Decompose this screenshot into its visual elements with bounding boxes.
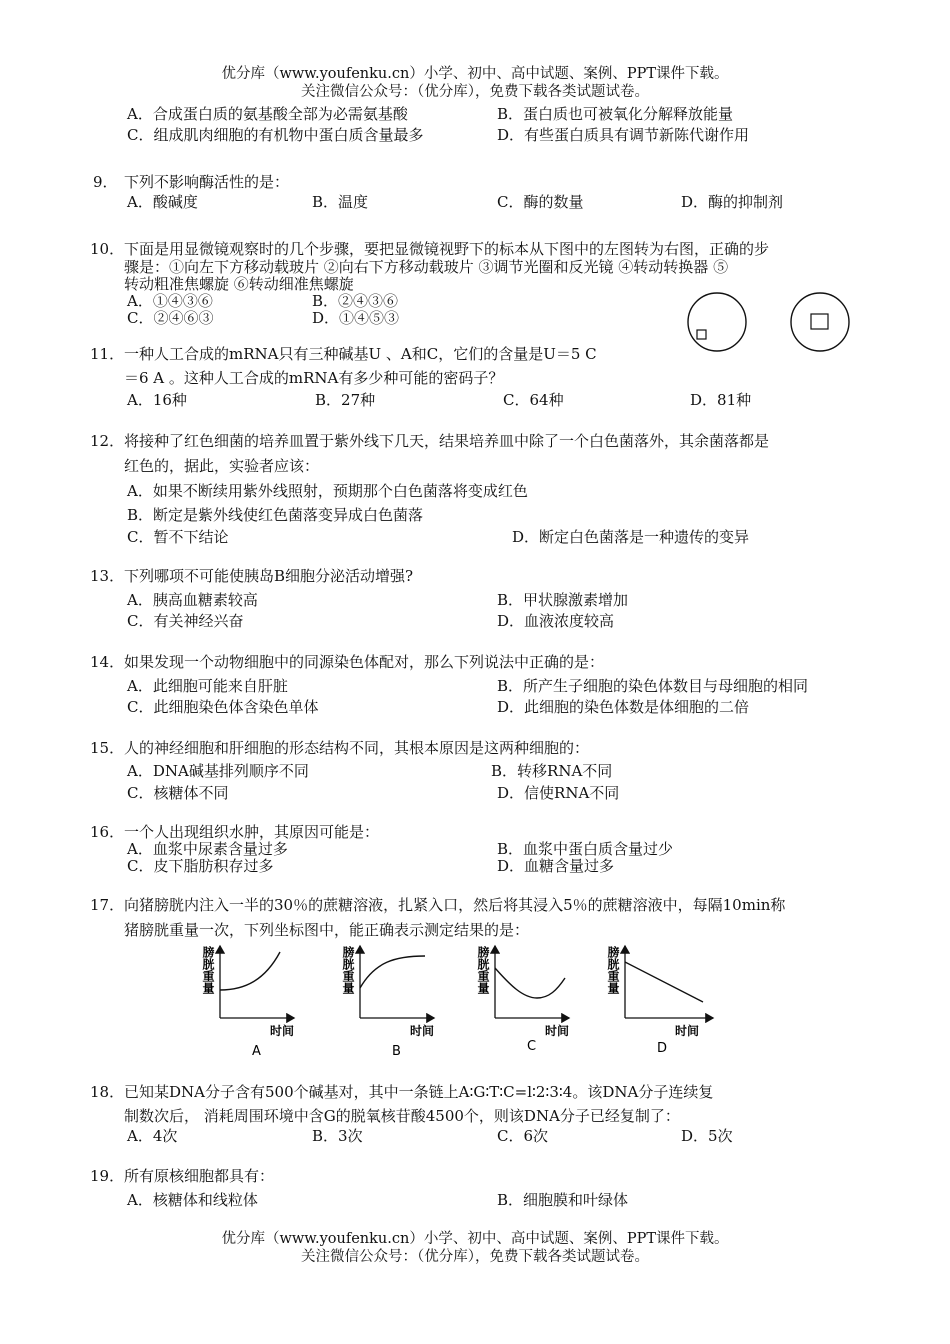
graph-b-ylabel: 膀胱重量 [341, 946, 355, 994]
q16-option-b: B．血浆中蛋白质含量过少 [497, 840, 674, 858]
q16-option-d: D．血糖含量过多 [497, 857, 615, 875]
footer-line-1: 优分库（www.youfenku.cn）小学、初中、高中试题、案例、PPT课件下载。 [221, 1231, 729, 1247]
q11-option-d: D．81种 [690, 391, 752, 409]
q13-stem: 下列哪项不可能使胰岛B细胞分泌活动增强? [124, 567, 414, 585]
q13-option-c: C．有关神经兴奋 [127, 612, 244, 630]
footer-line-2: 关注微信公众号：（优分库），免费下载各类试题试卷。 [301, 1249, 649, 1265]
q17-graphs [190, 940, 730, 1060]
graph-d [606, 945, 713, 1056]
q19-option-b: B．细胞膜和叶绿体 [497, 1191, 629, 1209]
q11-option-c: C．64种 [503, 391, 564, 409]
q18-line-1: 已知某DNA分子含有500个碱基对，其中一条链上A∶G∶T∶C=l∶2∶3∶4。该DNA分子连续复 [124, 1083, 714, 1101]
left-view-specimen [697, 330, 706, 339]
graph-a [201, 945, 294, 1059]
q13-option-d: D．血液浓度较高 [497, 612, 615, 630]
graph-a-curve [220, 952, 280, 990]
graph-d-line [625, 962, 703, 1002]
q12-line-2: 红色的，据此，实验者应该： [124, 457, 320, 475]
q15-stem: 人的神经细胞和肝细胞的形态结构不同，其根本原因是这两种细胞的： [124, 739, 590, 757]
q15-option-d: D．信使RNA不同 [497, 784, 620, 802]
graph-c-label: C [527, 1039, 537, 1054]
q14-option-a: A．此细胞可能来自肝脏 [127, 677, 288, 695]
q19-number: 19． [90, 1167, 125, 1185]
q13-number: 13． [90, 567, 125, 585]
q11-line-1: 一种人工合成的mRNA只有三种碱基U 、A和C，它们的含量是U＝5 C [124, 345, 597, 363]
q10-option-d: D．①④⑤③ [312, 309, 400, 327]
q12-option-b: B．断定是紫外线使红色菌落变异成白色菌落 [127, 506, 424, 524]
q19-stem: 所有原核细胞都具有： [124, 1167, 275, 1185]
q16-option-c: C．皮下脂肪积存过多 [127, 857, 274, 875]
q11-option-a: A．16种 [127, 391, 187, 409]
q17-line-1: 向猪膀胱内注入一半的30％的蔗糖溶液，扎紧入口，然后将其浸入5％的蔗糖溶液中，每隔10min称 [124, 896, 786, 914]
q13-option-a: A．胰高血糖素较高 [127, 591, 258, 609]
left-view-circle [688, 293, 746, 351]
q14-number: 14． [90, 653, 125, 671]
right-view-circle [791, 293, 849, 351]
q17-line-2: 猪膀胱重量一次，下列坐标图中，能正确表示测定结果的是： [124, 921, 530, 939]
graph-c-xlabel: 时间 [545, 1024, 570, 1038]
q17-number: 17． [90, 896, 125, 914]
q8-option-d: D．有些蛋白质具有调节新陈代谢作用 [497, 126, 750, 144]
q18-option-c: C．6次 [497, 1127, 549, 1145]
q14-stem: 如果发现一个动物细胞中的同源染色体配对，那么下列说法中正确的是： [124, 653, 605, 671]
q12-line-1: 将接种了红色细菌的培养皿置于紫外线下几天，结果培养皿中除了一个白色菌落外，其余菌落都是 [124, 432, 770, 450]
right-view-specimen [811, 314, 828, 329]
q14-option-c: C．此细胞染色体含染色单体 [127, 698, 319, 716]
q15-option-b: B．转移RNA不同 [491, 762, 613, 780]
q9-stem: 下列不影响酶活性的是： [124, 173, 290, 191]
graph-d-ylabel: 膀胱重量 [606, 946, 620, 994]
q13-option-b: B．甲状腺激素增加 [497, 591, 629, 609]
q11-number: 11． [90, 345, 125, 363]
q8-option-b: B．蛋白质也可被氧化分解释放能量 [497, 105, 734, 123]
q18-option-d: D．5次 [681, 1127, 733, 1145]
graph-a-xlabel: 时间 [270, 1024, 295, 1038]
q15-option-a: A．DNA碱基排列顺序不同 [127, 762, 309, 780]
graph-c-ylabel: 膀胱重量 [476, 946, 490, 994]
q12-option-d: D．断定白色菌落是一种遗传的变异 [512, 528, 750, 546]
q16-stem: 一个人出现组织水肿，其原因可能是： [124, 823, 380, 841]
q12-option-c: C．暂不下结论 [127, 528, 229, 546]
graph-b-xlabel: 时间 [410, 1024, 435, 1038]
q12-option-a: A．如果不断续用紫外线照射，预期那个白色菌落将变成红色 [127, 482, 528, 500]
q18-line-2: 制数次后， 消耗周围环境中含G的脱氧核苷酸4500个，则该DNA分子已经复制了： [124, 1107, 680, 1125]
q10-line-1: 下面是用显微镜观察时的几个步骤，要把显微镜视野下的标本从下图中的左图转为右图，正确的步 [124, 240, 770, 258]
q10-option-a: A．①④③⑥ [127, 292, 213, 310]
q11-line-2: ＝6 A 。这种人工合成的mRNA有多少种可能的密码子？ [124, 369, 504, 387]
q15-number: 15． [90, 739, 125, 757]
q14-option-b: B．所产生子细胞的染色体数目与母细胞的相同 [497, 677, 809, 695]
q18-option-b: B．3次 [312, 1127, 363, 1145]
q18-option-a: A．4次 [127, 1127, 178, 1145]
q9-option-c: C．酶的数量 [497, 193, 584, 211]
graph-a-label: A [252, 1044, 261, 1059]
q10-option-c: C．②④⑥③ [127, 309, 214, 327]
q18-number: 18． [90, 1083, 125, 1101]
microscope-view-figure [682, 290, 862, 356]
q11-option-b: B．27种 [315, 391, 376, 409]
q8-option-a: A．合成蛋白质的氨基酸全部为必需氨基酸 [127, 105, 408, 123]
graph-b-curve [360, 956, 425, 988]
q10-number: 10． [90, 240, 125, 258]
q9-option-b: B．温度 [312, 193, 369, 211]
header-line-1: 优分库（www.youfenku.cn）小学、初中、高中试题、案例、PPT课件下载。 [221, 66, 729, 82]
q15-option-c: C．核糖体不同 [127, 784, 229, 802]
q12-number: 12． [90, 432, 125, 450]
q10-line-3: 转动粗准焦螺旋 ⑥转动细准焦螺旋 [124, 275, 354, 293]
graph-c-curve [495, 968, 565, 998]
q9-option-a: A．酸碱度 [127, 193, 198, 211]
header-line-2: 关注微信公众号：（优分库），免费下载各类试题试卷。 [301, 84, 649, 100]
graph-d-label: D [657, 1041, 668, 1056]
graph-b [341, 945, 434, 1059]
graph-c [476, 945, 569, 1054]
q10-line-2: 骤是：①向左下方移动载玻片 ②向右下方移动载玻片 ③调节光圈和反光镜 ④转动转换器 ⑤ [124, 258, 729, 276]
q9-number: 9． [93, 173, 118, 191]
q14-option-d: D．此细胞的染色体数是体细胞的二倍 [497, 698, 750, 716]
q16-option-a: A．血浆中尿素含量过多 [127, 840, 288, 858]
q10-option-b: B．②④③⑥ [312, 292, 399, 310]
q19-option-a: A．核糖体和线粒体 [127, 1191, 258, 1209]
q8-option-c: C．组成肌肉细胞的有机物中蛋白质含量最多 [127, 126, 424, 144]
graph-b-label: B [392, 1044, 401, 1059]
graph-d-xlabel: 时间 [675, 1024, 700, 1038]
graph-a-ylabel: 膀胱重量 [201, 946, 215, 994]
q9-option-d: D．酶的抑制剂 [681, 193, 784, 211]
q16-number: 16． [90, 823, 125, 841]
